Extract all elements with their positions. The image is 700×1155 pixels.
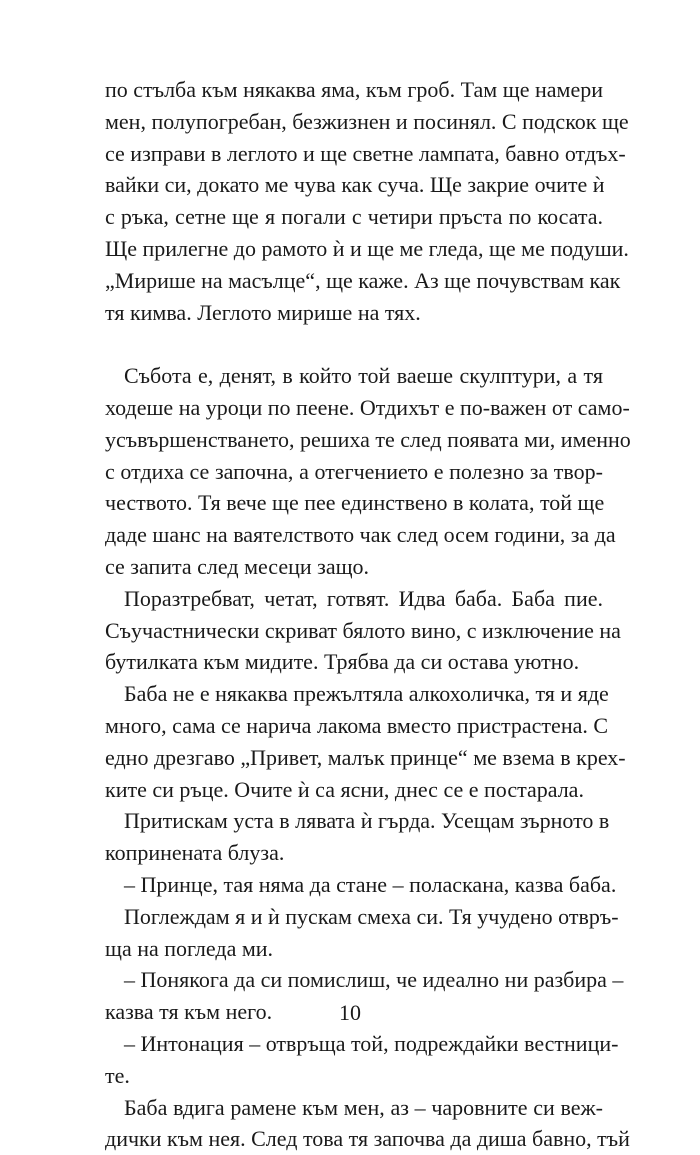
text-line: Ще прилегне до рамото ѝ и ще ме гледа, ще ме подуши. bbox=[105, 235, 629, 261]
text-line: Събота е, денят, в който той ваеше скулптури, а тя bbox=[124, 363, 603, 389]
text-line: ходеше на уроци по пеене. Отдихът е по-важен от само- bbox=[105, 394, 630, 420]
text-line: дички към нея. След това тя започва да диша бавно, тъй bbox=[105, 1126, 630, 1152]
text-line: копринената блуза. bbox=[105, 840, 285, 866]
text-line: тя кимва. Леглото мирише на тях. bbox=[105, 299, 421, 325]
text-line: Притискам уста в лявата ѝ гърда. Усещам зърното в bbox=[124, 808, 610, 834]
page-number: 10 bbox=[339, 1000, 361, 1025]
text-line: с отдиха се започна, а отегчението е полезно за твор- bbox=[105, 458, 603, 484]
text-line: ща на погледа ми. bbox=[105, 935, 274, 961]
text-line: усъвършенстването, решиха те след появата ми, именно bbox=[105, 426, 631, 452]
text-line: ките си ръце. Очите ѝ са ясни, днес се е постарала. bbox=[105, 776, 584, 802]
text-line: мен, полупогребан, безжизнен и посинял. С подскок ще bbox=[105, 108, 629, 134]
body-text bbox=[105, 74, 631, 1155]
text-line: едно дрезгаво „Привет, малък принце“ ме взема в крех- bbox=[105, 744, 626, 770]
text-line: казва тя към него. bbox=[105, 999, 273, 1025]
text-line: се изправи в леглото и ще светне лампата, бавно отдъх- bbox=[105, 140, 626, 166]
text-line: даде шанс на ваятелството чак след осем години, за да bbox=[105, 522, 616, 548]
text-line: Баба вдига рамене към мен, аз – чаровните си веж- bbox=[124, 1094, 603, 1120]
text-line: Поразтребват, четат, готвят. Идва баба. Баба пие. bbox=[124, 585, 603, 611]
text-line: – Принце, тая няма да стане – поласкана, казва баба. bbox=[124, 871, 617, 897]
section-break bbox=[105, 328, 603, 360]
text-line: бутилката към мидите. Трябва да си остава уютно. bbox=[105, 649, 580, 675]
text-line: много, сама се нарича лакома вместо пристрастена. С bbox=[105, 712, 609, 738]
text-line: вайки си, докато ме чува как суча. Ще закрие очите ѝ bbox=[105, 172, 605, 198]
text-line: Съучастнически скриват бялото вино, с изключение на bbox=[105, 617, 621, 643]
text-line: „Мирише на масълце“, ще каже. Аз ще почувствам как bbox=[105, 267, 621, 293]
text-line: – Интонация – отвръща той, подреждайки вестници- bbox=[124, 1030, 619, 1056]
text-line: Поглеждам я и ѝ пускам смеха си. Тя учудено отвръ- bbox=[124, 903, 619, 929]
text-line: чеството. Тя вече ще пее единствено в колата, той ще bbox=[105, 490, 605, 516]
text-line: с ръка, сетне ще я погали с четири пръста по косата. bbox=[105, 204, 603, 230]
text-line: Баба не е някаква прежълтяла алкохоличка, тя и яде bbox=[124, 681, 609, 707]
text-line: по стълба към някаква яма, към гроб. Там ще намери bbox=[105, 77, 603, 102]
text-line: – Понякога да си помислиш, че идеално ни разбира – bbox=[124, 967, 624, 993]
text-line: те. bbox=[105, 1062, 130, 1088]
text-line: се запита след месеци защо. bbox=[105, 553, 370, 579]
